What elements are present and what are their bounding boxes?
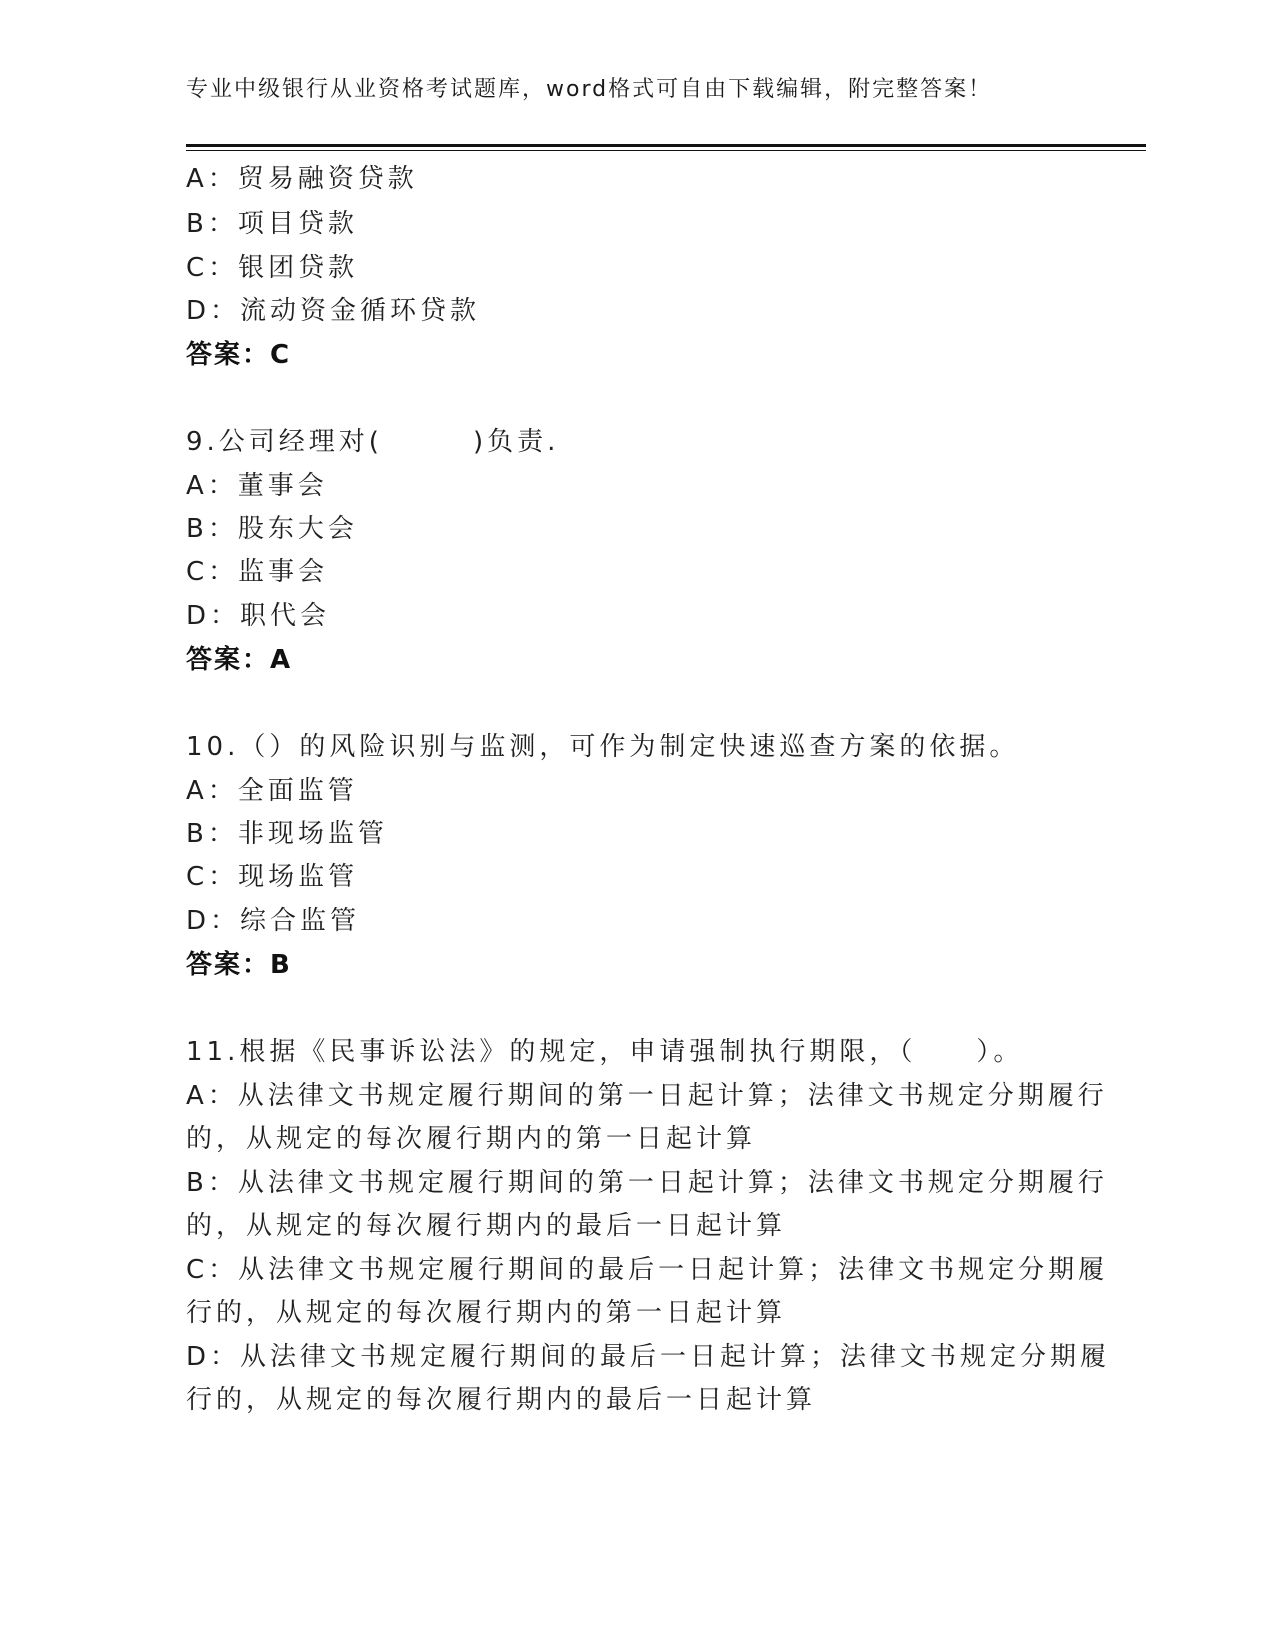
q11-option-d-line2: 行的，从规定的每次履行期内的最后一日起计算 — [186, 1385, 817, 1415]
q8-option-a: A：贸易融资贷款 — [186, 164, 418, 194]
q8-option-c: C：银团贷款 — [186, 253, 359, 283]
header-rule-thin — [186, 150, 1146, 151]
q9-answer: 答案：A — [186, 645, 293, 675]
q10-option-b: B：非现场监管 — [186, 819, 388, 849]
q11-stem: 11.根据《民事诉讼法》的规定，申请强制执行期限，（ ）。 — [186, 1037, 1024, 1067]
q11-option-a-line1: A：从法律文书规定履行期间的第一日起计算；法律文书规定分期履行 — [186, 1081, 1108, 1111]
q8-option-d: D：流动资金循环贷款 — [186, 296, 481, 326]
q8-answer: 答案：C — [186, 340, 292, 370]
q11-option-d-line1: D：从法律文书规定履行期间的最后一日起计算；法律文书规定分期履 — [186, 1342, 1111, 1372]
q9-option-c: C：监事会 — [186, 557, 329, 587]
page-header: 专业中级银行从业资格考试题库，word格式可自由下载编辑，附完整答案！ — [186, 77, 993, 102]
q10-stem: 10.（）的风险识别与监测，可作为制定快速巡查方案的依据。 — [186, 732, 1020, 762]
q9-option-d: D：职代会 — [186, 601, 331, 631]
q10-option-c: C：现场监管 — [186, 862, 359, 892]
q9-stem: 9.公司经理对( )负责. — [186, 427, 560, 457]
q10-option-d: D：综合监管 — [186, 906, 361, 936]
q10-answer: 答案：B — [186, 950, 292, 980]
q11-option-b-line1: B：从法律文书规定履行期间的第一日起计算；法律文书规定分期履行 — [186, 1168, 1108, 1198]
header-rule-thick — [186, 144, 1146, 147]
q11-option-c-line1: C：从法律文书规定履行期间的最后一日起计算；法律文书规定分期履 — [186, 1255, 1109, 1285]
q9-option-b: B：股东大会 — [186, 514, 358, 544]
q9-option-a: A：董事会 — [186, 471, 328, 501]
q10-option-a: A：全面监管 — [186, 776, 358, 806]
q11-option-c-line2: 行的，从规定的每次履行期内的第一日起计算 — [186, 1298, 787, 1328]
q11-option-b-line2: 的，从规定的每次履行期内的最后一日起计算 — [186, 1211, 787, 1241]
q11-option-a-line2: 的，从规定的每次履行期内的第一日起计算 — [186, 1124, 757, 1154]
q8-option-b: B：项目贷款 — [186, 209, 358, 239]
